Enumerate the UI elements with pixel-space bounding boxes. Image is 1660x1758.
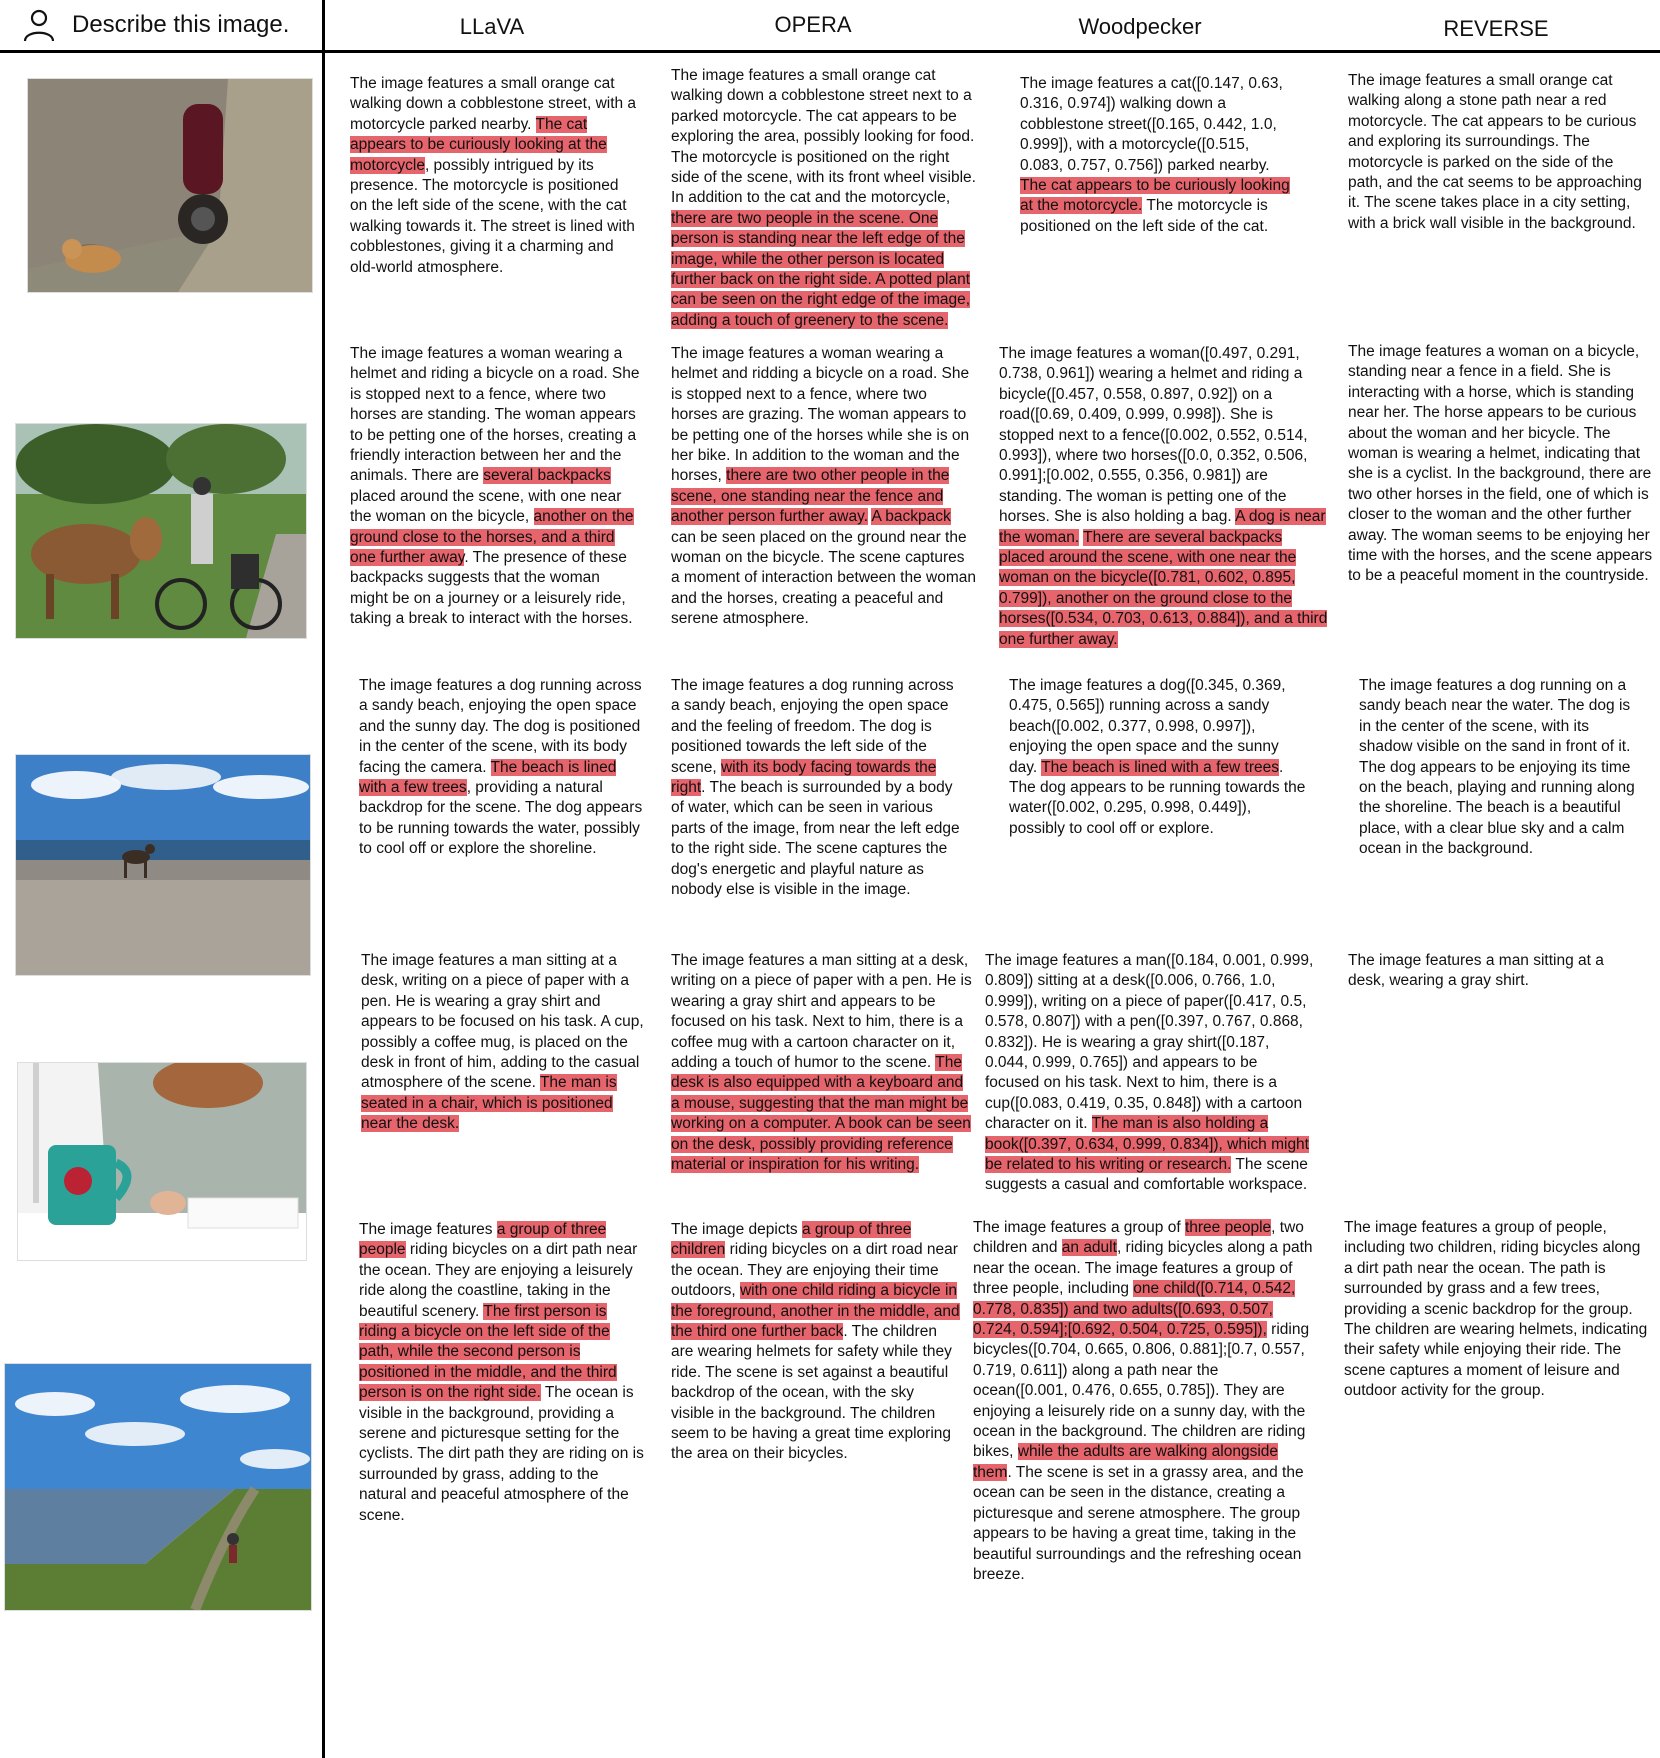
caption-text: The image features a woman on a bicycle, standing near a fence in a field. She is interacting with a horse, which is standing near her. The horse appears to be curious about the woman and her bicycle. The woman is wearing a helmet, indicating that she is a cyclist. In the background, there are two other horses in the field, one of which is closer to the woman and the other further away. The woman seems to be enjoying her time with the horses, and the scene appears to be a peaceful moment in the countryside. bbox=[1348, 343, 1653, 585]
header-divider bbox=[0, 50, 1660, 53]
caption-text: The image features a dog running across a sandy beach, enjoying the open space and the sunny day. The dog is positioned in the center of the scene, with its body facing the camera. bbox=[359, 677, 642, 776]
cell-row2-llava bbox=[350, 344, 640, 630]
cell-row2-reverse bbox=[1348, 342, 1653, 587]
cell-row4-woodpecker bbox=[985, 951, 1315, 1196]
caption-text: The image depicts bbox=[671, 1221, 802, 1238]
caption-text: The image features a man([0.184, 0.001, 0.999, 0.809]) sitting at a desk([0.006, 0.766, 1.0, 0.999]), writing on a piece of paper([0.417, 0.5, 0.578, 0.807]) with a pen([0.397, 0.767, 0.868, 0.832]). He is wearing a gray shirt([0.187, 0.044, 0.999, 0.765]) and appears to be focused on his task. Next to him, there is a cup([0.083, 0.419, 0.35, 0.848]) with a cartoon character on it. bbox=[985, 952, 1314, 1133]
caption-text: The image features a woman wearing a helmet and ridding a bicycle on a road. She is stopped next to a fence, where two horses are grazing. The woman appears to be petting one of the horses while she is on her bike. In addition to the woman and the horses, bbox=[671, 345, 970, 485]
hallucination-highlight: three people bbox=[1184, 1219, 1272, 1236]
hallucination-highlight: there are two other people in the scene, one standing near the fence and another person further away. bbox=[671, 467, 950, 526]
image-man-desk bbox=[17, 1062, 307, 1261]
cell-row5-opera bbox=[671, 1220, 961, 1465]
caption-text: The image features a woman([0.497, 0.291, 0.738, 0.961]) wearing a helmet and riding a bicycle([0.457, 0.558, 0.897, 0.92]) on a road([0.69, 0.409, 0.999, 0.998]). She is stopped next to a fence([0.002, 0.552, 0.514, 0.993]), where two horses([0.0, 0.352, 0.506, 0.991];[0.002, 0.555, 0.356, 0.981]) are standing. The woman is petting one of the horses. She is also holding a bag. bbox=[999, 345, 1308, 526]
caption-text: The image features a cat([0.147, 0.63, 0.316, 0.974]) walking down a cobblestone street([0.165, 0.442, 1.0, 0.999]), with a motorcycle([0.515, 0.083, 0.757, 0.756]) parked nearby. bbox=[1020, 75, 1283, 174]
caption-text: can be seen placed on the ground near the woman on the bicycle. The scene captures a moment of interaction between the woman and the horses, creating a peaceful and serene atmosphere. bbox=[671, 528, 977, 628]
caption-text: riding bicycles on a dirt road near the ocean. They are enjoying their time outdoors, bbox=[671, 1241, 958, 1300]
hallucination-highlight: there are two people in the scene. One person is standing near the left edge of the image, while the other person is located further back on the right side. A potted plant can be seen on the right edge of the image, adding a touch of greenery to the scene. bbox=[671, 209, 971, 329]
hallucination-highlight: The cat appears to be curiously looking at the motorcycle bbox=[350, 115, 607, 174]
cell-row3-opera bbox=[671, 676, 961, 900]
hallucination-highlight: The first person is riding a bicycle on the left side of the path, while the second person is positioned in the middle, and the third person is on the right side. bbox=[359, 1302, 617, 1402]
caption-text: placed around the scene, with one near the woman on the bicycle, bbox=[350, 487, 622, 526]
image-cyclists-ocean bbox=[4, 1363, 312, 1611]
hallucination-highlight: The desk is also equipped with a keyboard and a mouse, suggesting that the man might be working on a computer. A book can be seen on the desk, possibly providing reference material or inspiration for his writing. bbox=[671, 1054, 971, 1174]
hallucination-highlight: a group of three people bbox=[359, 1221, 607, 1259]
cell-row4-opera bbox=[671, 951, 975, 1175]
cell-row5-reverse bbox=[1344, 1218, 1649, 1402]
cell-row2-opera bbox=[671, 344, 977, 630]
caption-text: . The dog appears to be running towards the water([0.002, 0.295, 0.998, 0.449]), possibly to cool off or explore. bbox=[1009, 758, 1306, 837]
caption-text: . The presence of these backpacks suggests that the woman might be on a journey or a leisurely ride, taking a break to interact with the horses. bbox=[350, 549, 633, 628]
caption-text: The image features a small orange cat walking along a stone path near a red motorcycle. The cat appears to be curious and exploring its surroundings. The motorcycle is parked on the side of the path, and the cat seems to be approaching it. The scene takes place in a city setting, with a brick wall visible in the background. bbox=[1348, 72, 1642, 232]
cell-row1-reverse bbox=[1348, 71, 1648, 234]
cell-row4-reverse bbox=[1348, 951, 1638, 992]
cell-row1-woodpecker bbox=[1020, 74, 1290, 237]
caption-text: The image features a dog running on a sandy beach near the water. The dog is in the center of the scene, with its shadow visible on the sand in front of it. The dog appears to be enjoying its time on the beach, playing and running along the shoreline. The beach is a beautiful place, with a clear blue sky and a calm ocean in the background. bbox=[1359, 677, 1635, 858]
caption-text: riding bicycles([0.704, 0.665, 0.806, 0.881];[0.7, 0.557, 0.719, 0.611]) along a path near the ocean([0.001, 0.476, 0.655, 0.785]). They are enjoying a leisurely ride on a sunny day, with the ocean in the background. The children are riding bikes, bbox=[973, 1321, 1310, 1461]
caption-text: The ocean is visible in the background, providing a serene and picturesque setting for the cyclists. The dirt path they are riding on is surrounded by grass, adding to the natural and peaceful atmosphere of the scene. bbox=[359, 1384, 644, 1524]
cell-row4-llava bbox=[361, 951, 647, 1135]
hallucination-highlight: The beach is lined with a few trees bbox=[1041, 758, 1279, 776]
image-cat-motorcycle bbox=[27, 78, 313, 293]
caption-text: The image features a group of bbox=[973, 1219, 1185, 1236]
caption-text: The image features a group of people, including two children, riding bicycles along a dirt path near the ocean. The path is surrounded by grass and a few trees, providing a scenic backdrop for the group. The children are wearing helmets, indicating their safety while enjoying their ride. The scene captures a moment of leisure and outdoor activity for the group. bbox=[1344, 1219, 1648, 1400]
hallucination-highlight: while the adults are walking alongside them bbox=[973, 1443, 1279, 1481]
cell-row1-opera bbox=[671, 66, 981, 331]
caption-text: The image features a man sitting at a desk, writing on a piece of paper with a pen. He is wearing a gray shirt and appears to be focused on his task. Next to him, there is a coffee mug with a cartoon character on it, adding a touch of humor to the scene. bbox=[671, 952, 972, 1072]
column-header-llava: LLaVA bbox=[459, 14, 525, 39]
caption-text: The image features bbox=[359, 1221, 497, 1238]
prompt-text: Describe this image. bbox=[72, 11, 290, 38]
caption-text: , providing a natural backdrop for the scene. The dog appears to be running towards the water, possibly to cool off or explore the shoreline. bbox=[359, 779, 643, 858]
hallucination-highlight: with its body facing towards the right bbox=[671, 758, 937, 797]
caption-text: , possibly intrigued by its presence. The motorcycle is positioned on the left side of the scene, with the cat walking towards it. The street is lined with cobblestones, giving it a charming and old-world atmosphere. bbox=[350, 156, 635, 276]
image-dog-beach bbox=[15, 754, 311, 976]
cell-row3-woodpecker bbox=[1009, 676, 1309, 839]
caption-text: , two children and bbox=[973, 1219, 1304, 1257]
hallucination-highlight: The man is seated in a chair, which is positioned near the desk. bbox=[361, 1074, 617, 1133]
column-header-opera: OPERA bbox=[774, 12, 852, 37]
caption-text: riding bicycles on a dirt path near the ocean. They are enjoying a leisurely ride along the coastline, taking in the beautiful scenery. bbox=[359, 1241, 638, 1320]
column-header-woodpecker: Woodpecker bbox=[1078, 14, 1202, 39]
hallucination-highlight: A backpack bbox=[871, 508, 951, 526]
caption-text: The scene suggests a casual and comfortable workspace. bbox=[985, 1156, 1308, 1194]
cell-row5-woodpecker bbox=[973, 1218, 1313, 1585]
hallucination-highlight: a group of three children bbox=[671, 1221, 912, 1259]
caption-text: . The children are wearing helmets for safety while they ride. The scene is set against a beautiful backdrop of the ocean, with the sky visible in the background. The children seem to be having a great time exploring the area on their bicycles. bbox=[671, 1323, 952, 1463]
cell-row3-llava bbox=[359, 676, 643, 860]
hallucination-highlight: The man is also holding a book([0.397, 0.634, 0.999, 0.834]), which might be related to his writing or research. bbox=[985, 1115, 1309, 1174]
hallucination-highlight: another on the ground close to the horses, and a third one further away bbox=[350, 508, 634, 567]
hallucination-highlight: There are several backpacks placed around the scene, with one near the woman on the bicycle([0.781, 0.602, 0.895, 0.799]), another on the ground close to the horses([0.534, 0.703, 0.613, 0.884]), and a third one further away. bbox=[999, 528, 1328, 648]
image-woman-horses bbox=[15, 423, 307, 639]
hallucination-highlight: A dog is near the woman. bbox=[999, 508, 1326, 546]
cell-row2-woodpecker bbox=[999, 344, 1329, 650]
hallucination-highlight: The cat appears to be curiously looking at the motorcycle. bbox=[1020, 177, 1290, 215]
caption-text: The image features a small orange cat walking down a cobblestone street next to a parked motorcycle. The cat appears to be exploring the area, possibly looking for food. The motorcycle is positioned on the right side of the scene, with its front wheel visible. In addition to the cat and the motorcycle, bbox=[671, 67, 976, 207]
caption-text: The image features a dog running across a sandy beach, enjoying the open space and the feeling of freedom. The dog is positioned towards the left side of the scene, bbox=[671, 677, 954, 776]
column-header-reverse: REVERSE bbox=[1443, 16, 1549, 41]
hallucination-highlight: with one child riding a bicycle in the foreground, another in the middle, and the third one further back bbox=[671, 1282, 960, 1341]
caption-text: , riding bicycles along a path near the ocean. The image features a group of three people, including bbox=[973, 1239, 1313, 1298]
caption-text: The image features a small orange cat walking down a cobblestone street, with a motorcycle parked nearby. bbox=[350, 75, 637, 133]
caption-text: The image features a woman wearing a helmet and riding a bicycle on a road. She is stopped next to a fence, where two horses are standing. The woman appears to be petting one of the horses, creating a friendly interaction between her and the animals. There are bbox=[350, 345, 640, 485]
caption-text: . The beach is surrounded by a body of water, which can be seen in various parts of the image, from near the left edge to the right side. The scene captures the dog's energetic and playful nature as nobody else is visible in the image. bbox=[671, 779, 960, 899]
hallucination-highlight: The beach is lined with a few trees bbox=[359, 758, 617, 797]
hallucination-highlight: several backpacks bbox=[483, 467, 611, 485]
user-icon bbox=[22, 8, 56, 42]
caption-text: The image features a man sitting at a desk, writing on a piece of paper with a pen. He is wearing a gray shirt and appears to be focused on his task. A cup, possibly a coffee mug, is placed on the desk in front of him, adding to the casual atmosphere of the scene. bbox=[361, 952, 644, 1092]
hallucination-highlight: an adult bbox=[1061, 1239, 1117, 1257]
column-divider bbox=[322, 0, 325, 1758]
caption-text: The image features a man sitting at a desk, wearing a gray shirt. bbox=[1348, 952, 1604, 990]
hallucination-highlight: one child([0.714, 0.542, 0.778, 0.835]) and two adults([0.693, 0.507, 0.724, 0.594];[0.692, 0.504, 0.725, 0.595]), bbox=[973, 1280, 1296, 1339]
caption-text: The image features a dog([0.345, 0.369, 0.475, 0.565]) running across a sandy beach([0.002, 0.377, 0.998, 0.997]), enjoying the open space and the sunny day. bbox=[1009, 677, 1286, 776]
cell-row1-llava bbox=[350, 74, 640, 278]
caption-text: The motorcycle is positioned on the left side of the cat. bbox=[1020, 197, 1269, 235]
caption-text: . The scene is set in a grassy area, and the ocean can be seen in the distance, creating a picturesque and serene atmosphere. The group appears to be having a great time, taking in the beautiful surroundings and the refreshing ocean breeze. bbox=[973, 1463, 1304, 1583]
cell-row3-reverse bbox=[1359, 676, 1639, 860]
prompt-header bbox=[22, 8, 289, 42]
cell-row5-llava bbox=[359, 1220, 645, 1526]
